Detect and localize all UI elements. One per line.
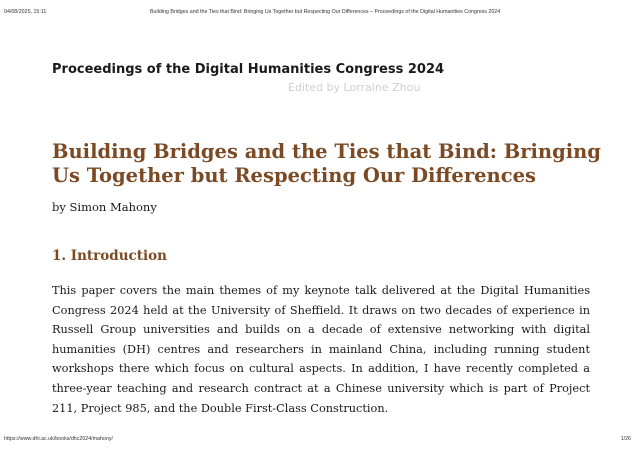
- article-byline: by Simon Mahony: [52, 200, 157, 214]
- print-url: https://www.dhi.ac.uk/books/dhc2024/mahony/: [4, 436, 113, 442]
- print-header: [0, 9, 640, 19]
- print-document-title: Building Bridges and the Ties that Bind: Bringing Us Together but Respecting Our Differences – Proceedings of the Digital Humanities Congress 2024: [150, 9, 501, 15]
- site-subtitle: Edited by Lorraine Zhou: [288, 81, 421, 94]
- body-paragraph: This paper covers the main themes of my keynote talk delivered at the Digital Humanities Congress 2024 held at the University of Sheffield. It draws on two decades of experience in Russell Group universities and builds on a decade of extensive networking with digital humanities (DH) centres and researchers in mainland China, including running student workshops there which focus on cultural aspects. In addition, I have recently completed a three-year teaching and research contract at a Chinese university which is part of Project 211, Project 985, and the Double First-Class Construction.: [52, 284, 590, 415]
- print-date: 04/08/2025, 15:11: [4, 9, 47, 15]
- section-heading: 1. Introduction: [52, 248, 167, 264]
- site-title[interactable]: Proceedings of the Digital Humanities Congress 2024: [52, 62, 445, 77]
- print-page-number: 1/26: [620, 436, 631, 442]
- article-title: Building Bridges and the Ties that Bind: Bringing Us Together but Respecting Our Differences: [52, 140, 601, 187]
- print-footer: [0, 436, 640, 446]
